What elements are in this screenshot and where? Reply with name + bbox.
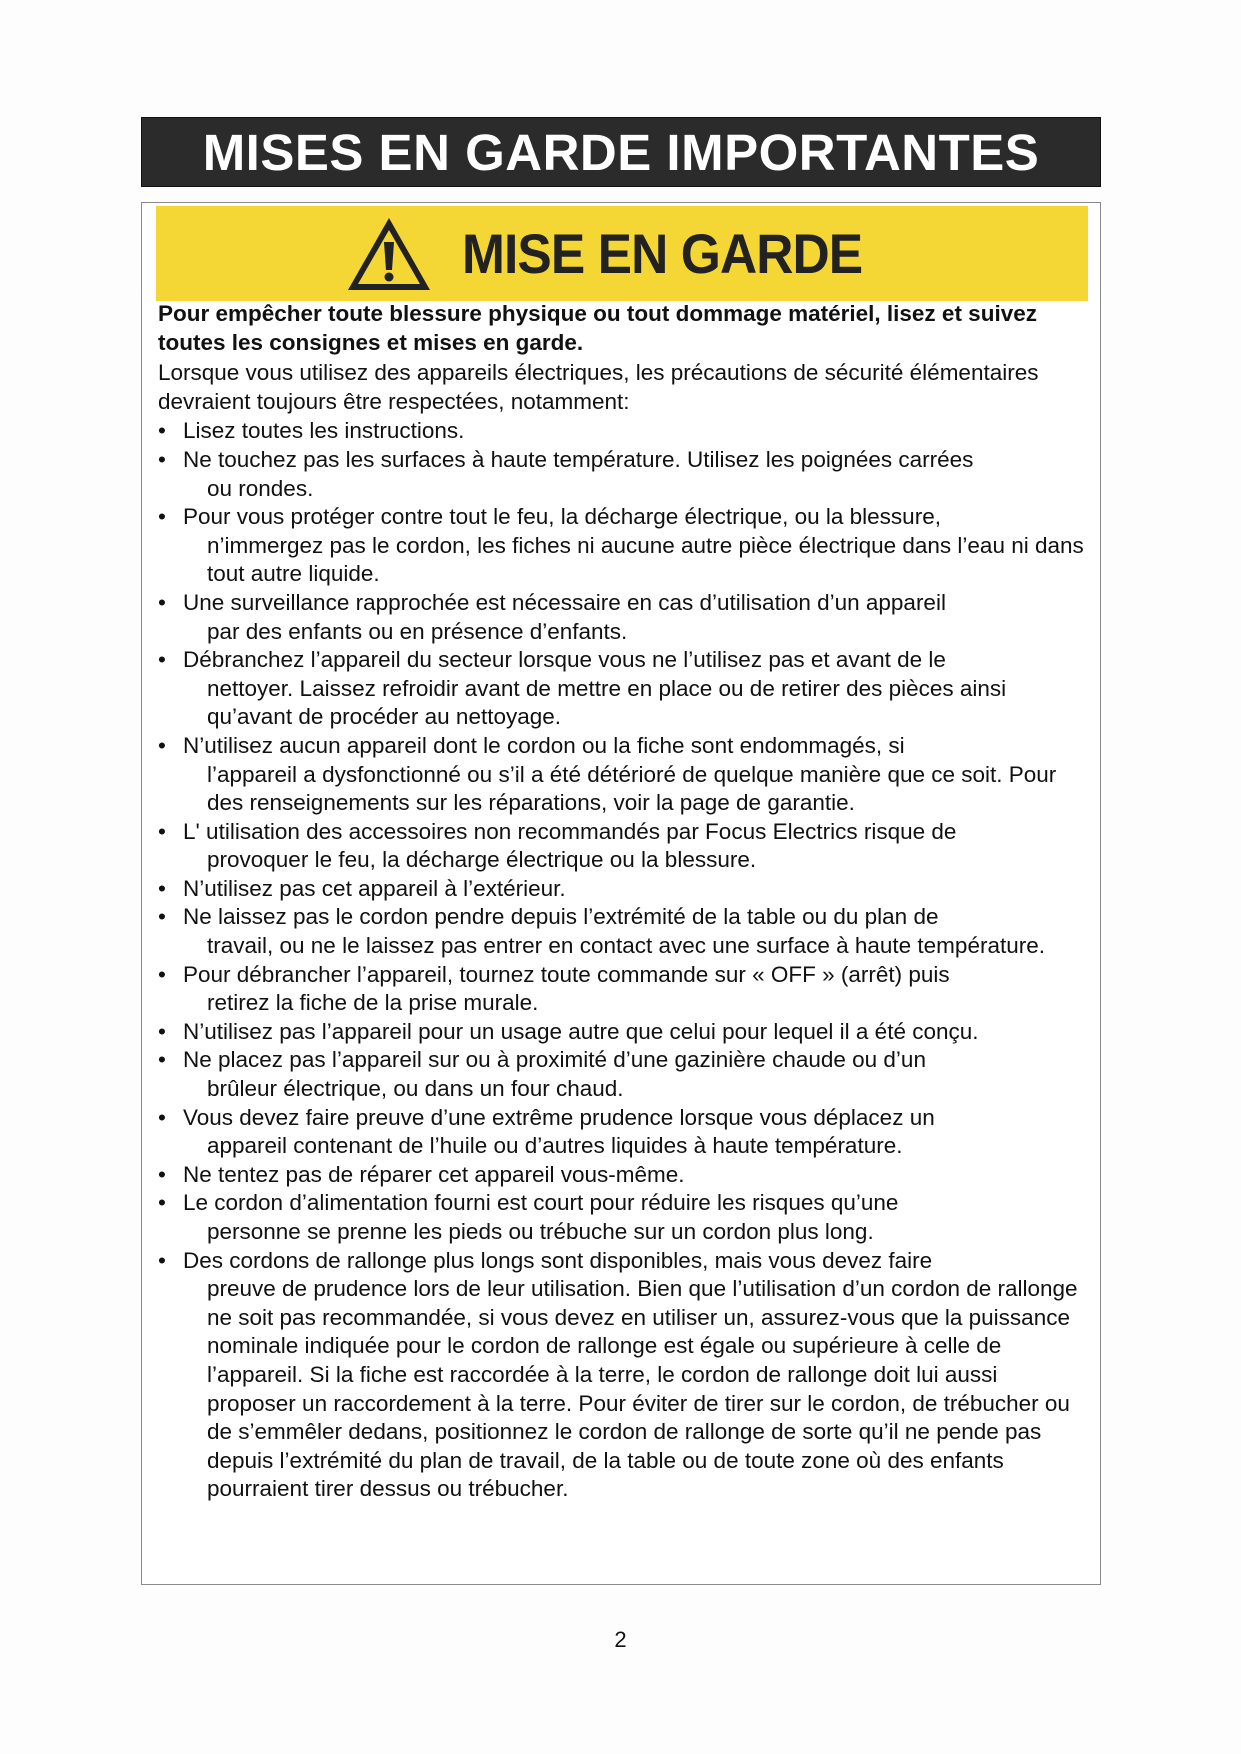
list-item-text: Ne placez pas l’appareil sur ou à proximité d’une gazinière chaude ou d’un	[183, 1047, 926, 1073]
list-item-text: Vous devez faire preuve d’une extrême prudence lorsque vous déplacez un	[183, 1104, 935, 1130]
title-bar	[141, 117, 1101, 187]
list-item-continuation: appareil contenant de l’huile ou d’autres liquides à haute température.	[207, 1133, 903, 1159]
intro-text: Lorsque vous utilisez des appareils électriques, les précautions de sécurité élémentaires devraient toujours être respectées, notamment:	[158, 360, 1039, 414]
bullet-dot: •	[158, 1018, 166, 1044]
list-item-continuation: retirez la fiche de la prise murale.	[207, 990, 539, 1016]
list-item-text: L' utilisation des accessoires non recommandés par Focus Electrics risque de	[183, 818, 957, 844]
list-item	[158, 875, 1088, 904]
list-item-continuation: par des enfants ou en présence d’enfants.	[207, 618, 628, 644]
list-item-text: Ne laissez pas le cordon pendre depuis l’extrémité de la table ou du plan de	[183, 904, 939, 930]
warning-triangle-icon	[346, 216, 432, 292]
list-item	[158, 503, 1088, 589]
list-item	[158, 646, 1088, 732]
bullet-dot: •	[158, 904, 166, 930]
warnings-box	[141, 202, 1101, 1585]
list-item-text: Pour débrancher l’appareil, tournez toute commande sur « OFF » (arrêt) puis	[183, 961, 950, 987]
list-item	[158, 732, 1088, 818]
list-item	[158, 1018, 1088, 1047]
list-item	[158, 1104, 1088, 1161]
bullet-dot: •	[158, 1247, 166, 1273]
warning-banner	[156, 206, 1088, 301]
list-item	[158, 1247, 1088, 1504]
list-item-continuation: preuve de prudence lors de leur utilisation. Bien que l’utilisation d’un cordon de rallonge ne soit pas recommandée, si vous devez en utiliser un, assurez-vous que la puissance nominale indiquée pour le cordon de rallonge est égale ou supérieure à celle de l’appareil. Si la fiche est raccordée à la terre, le cordon de rallonge doit lui aussi proposer un raccordement à la terre. Pour éviter de tirer sur le cordon, de trébucher ou de s’emmêler dedans, positionnez le cordon de rallonge de sorte qu’il ne pende pas depuis l’extrémité du plan de travail, de la table ou de toute zone où des enfants pourraient tirer dessus ou trébucher.	[207, 1276, 1078, 1502]
bullet-dot: •	[158, 647, 166, 673]
list-item-continuation: provoquer le feu, la décharge électrique ou la blessure.	[207, 847, 757, 873]
list-item-text: Ne tentez pas de réparer cet appareil vous-même.	[183, 1161, 685, 1187]
list-item-text: Ne touchez pas les surfaces à haute température. Utilisez les poignées carrées	[183, 446, 974, 472]
body-text	[158, 300, 1088, 1504]
list-item	[158, 903, 1088, 960]
list-item-text: N’utilisez pas l’appareil pour un usage autre que celui pour lequel il a été conçu.	[183, 1018, 979, 1044]
list-item	[158, 1161, 1088, 1190]
page-title: MISES EN GARDE IMPORTANTES	[202, 123, 1040, 181]
bullet-dot: •	[158, 1047, 166, 1073]
warning-label: MISE EN GARDE	[462, 221, 863, 285]
list-item-text: N’utilisez pas cet appareil à l’extérieur.	[183, 875, 566, 901]
list-item	[158, 961, 1088, 1018]
bullet-dot: •	[158, 732, 166, 758]
bullet-dot: •	[158, 818, 166, 844]
list-item-text: Une surveillance rapprochée est nécessaire en cas d’utilisation d’un appareil	[183, 589, 946, 615]
list-item-text: Le cordon d’alimentation fourni est court pour réduire les risques qu’une	[183, 1190, 899, 1216]
list-item	[158, 818, 1088, 875]
list-item	[158, 1046, 1088, 1103]
list-item-continuation: nettoyer. Laissez refroidir avant de mettre en place ou de retirer des pièces ainsi qu’avant de procéder au nettoyage.	[207, 675, 1007, 730]
list-item-continuation: n’immergez pas le cordon, les fiches ni aucune autre pièce électrique dans l’eau ni dans tout autre liquide.	[207, 532, 1084, 587]
list-item	[158, 446, 1088, 503]
bullet-dot: •	[158, 418, 166, 444]
page-number: 2	[614, 1627, 627, 1652]
list-item-text: Débranchez l’appareil du secteur lorsque vous ne l’utilisez pas et avant de le	[183, 647, 946, 673]
list-item-text: Pour vous protéger contre tout le feu, la décharge électrique, ou la blessure,	[183, 504, 941, 530]
intro-bold-text: Pour empêcher toute blessure physique ou tout dommage matériel, lisez et suivez toutes les consignes et mises en garde.	[158, 301, 1037, 355]
bullet-dot: •	[158, 589, 166, 615]
bullet-dot: •	[158, 446, 166, 472]
bullet-dot: •	[158, 1190, 166, 1216]
list-item-text: Des cordons de rallonge plus longs sont disponibles, mais vous devez faire	[183, 1247, 933, 1273]
bullet-dot: •	[158, 1104, 166, 1130]
bullet-dot: •	[158, 961, 166, 987]
list-item-continuation: personne se prenne les pieds ou trébuche sur un cordon plus long.	[207, 1219, 874, 1244]
bullet-dot: •	[158, 504, 166, 530]
list-item-continuation: ou rondes.	[207, 475, 314, 501]
bullet-dot: •	[158, 875, 166, 901]
list-item-text: Lisez toutes les instructions.	[183, 418, 465, 444]
list-item-continuation: l’appareil a dysfonctionné ou s’il a été détérioré de quelque manière que ce soit. Pour des renseignements sur les réparations, voir la page de garantie.	[207, 761, 1057, 816]
bullet-dot: •	[158, 1161, 166, 1187]
list-item	[158, 1189, 1088, 1246]
bullet-list	[158, 417, 1088, 1504]
list-item-text: N’utilisez aucun appareil dont le cordon ou la fiche sont endommagés, si	[183, 732, 905, 758]
list-item	[158, 589, 1088, 646]
list-item-continuation: brûleur électrique, ou dans un four chaud.	[207, 1076, 624, 1102]
list-item	[158, 417, 1088, 446]
list-item-continuation: travail, ou ne le laissez pas entrer en contact avec une surface à haute température.	[207, 933, 1045, 959]
